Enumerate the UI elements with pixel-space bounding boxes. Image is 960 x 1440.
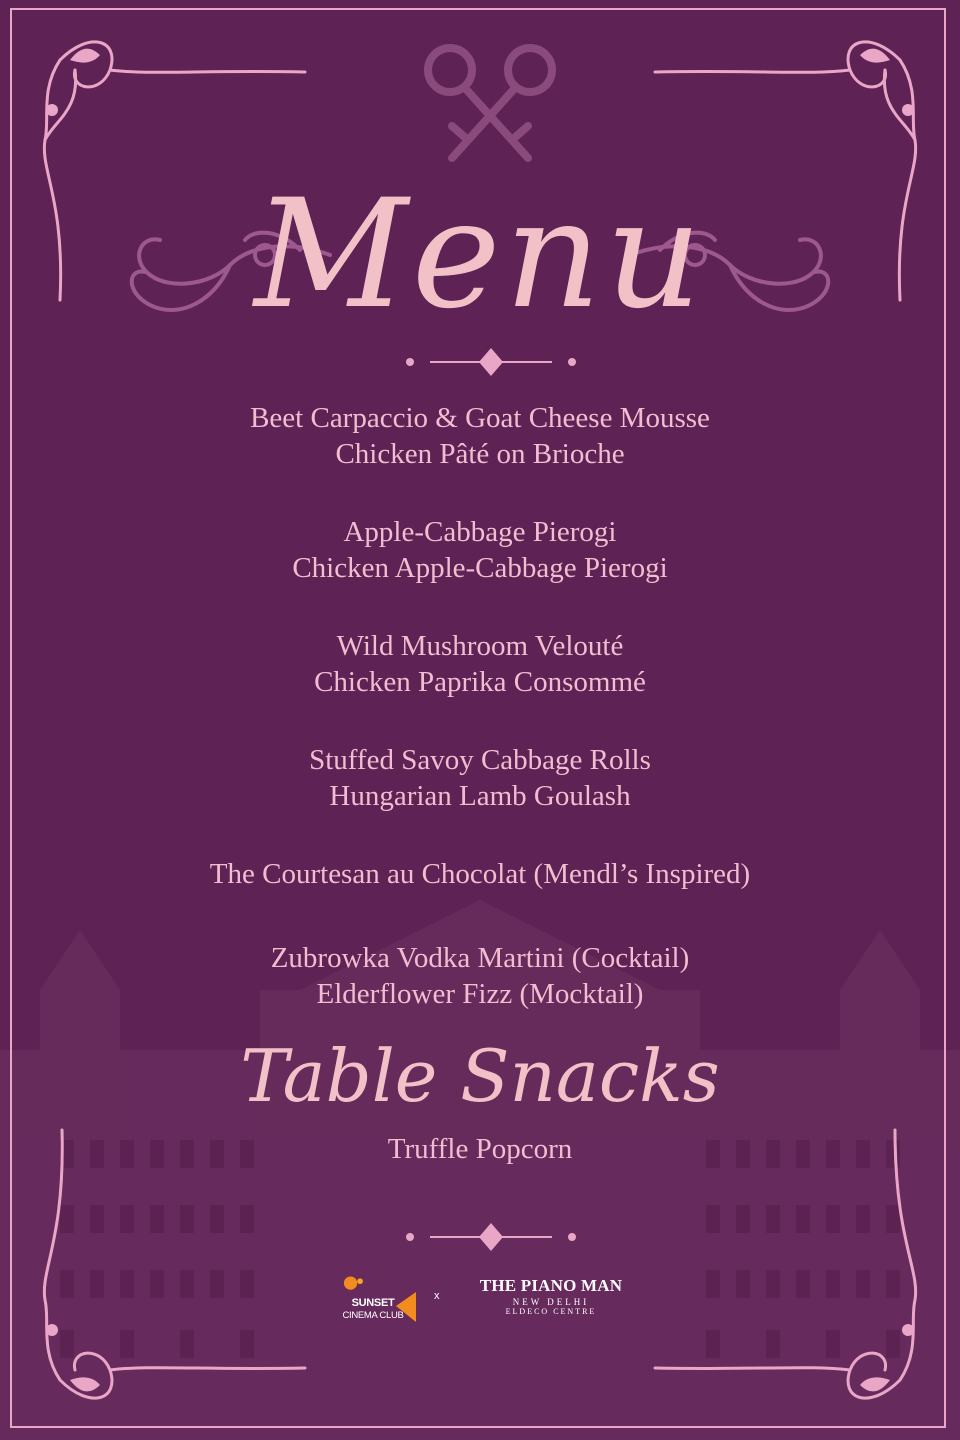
table-snacks-title: Table Snacks bbox=[240, 1034, 720, 1118]
dish-name: Chicken Pâté on Brioche bbox=[335, 438, 625, 470]
dish-name: Apple-Cabbage Pierogi bbox=[343, 516, 617, 548]
dish-name: Stuffed Savoy Cabbage Rolls bbox=[309, 744, 651, 776]
sunset-logo-line2: CINEMA CLUB bbox=[342, 1310, 404, 1321]
dish-name: The Courtesan au Chocolat (Mendl’s Inspired) bbox=[209, 858, 751, 890]
sunset-logo-line1: SUNSET bbox=[351, 1297, 395, 1309]
collab-separator: x bbox=[434, 1290, 440, 1302]
sunset-logo-text bbox=[338, 1297, 408, 1322]
dish-name: Zubrowka Vodka Martini (Cocktail) bbox=[270, 942, 690, 974]
dish-name: Chicken Paprika Consommé bbox=[314, 666, 646, 698]
dish-name: Chicken Apple-Cabbage Pierogi bbox=[292, 552, 668, 584]
venue-city: NEW DELHI bbox=[512, 1297, 590, 1307]
dish-name: Hungarian Lamb Goulash bbox=[329, 780, 631, 812]
dish-name: Wild Mushroom Velouté bbox=[336, 630, 624, 662]
sponsor-logos bbox=[338, 1264, 658, 1344]
dish-name: Elderflower Fizz (Mocktail) bbox=[316, 978, 644, 1010]
page-title: Menu bbox=[254, 168, 706, 342]
venue-location: ELDECO CENTRE bbox=[505, 1307, 597, 1316]
venue-name: THE PIANO MAN bbox=[479, 1276, 623, 1295]
piano-man-logo bbox=[456, 1276, 646, 1316]
snack-item: Truffle Popcorn bbox=[387, 1133, 573, 1165]
dish-name: Beet Carpaccio & Goat Cheese Mousse bbox=[250, 402, 710, 434]
